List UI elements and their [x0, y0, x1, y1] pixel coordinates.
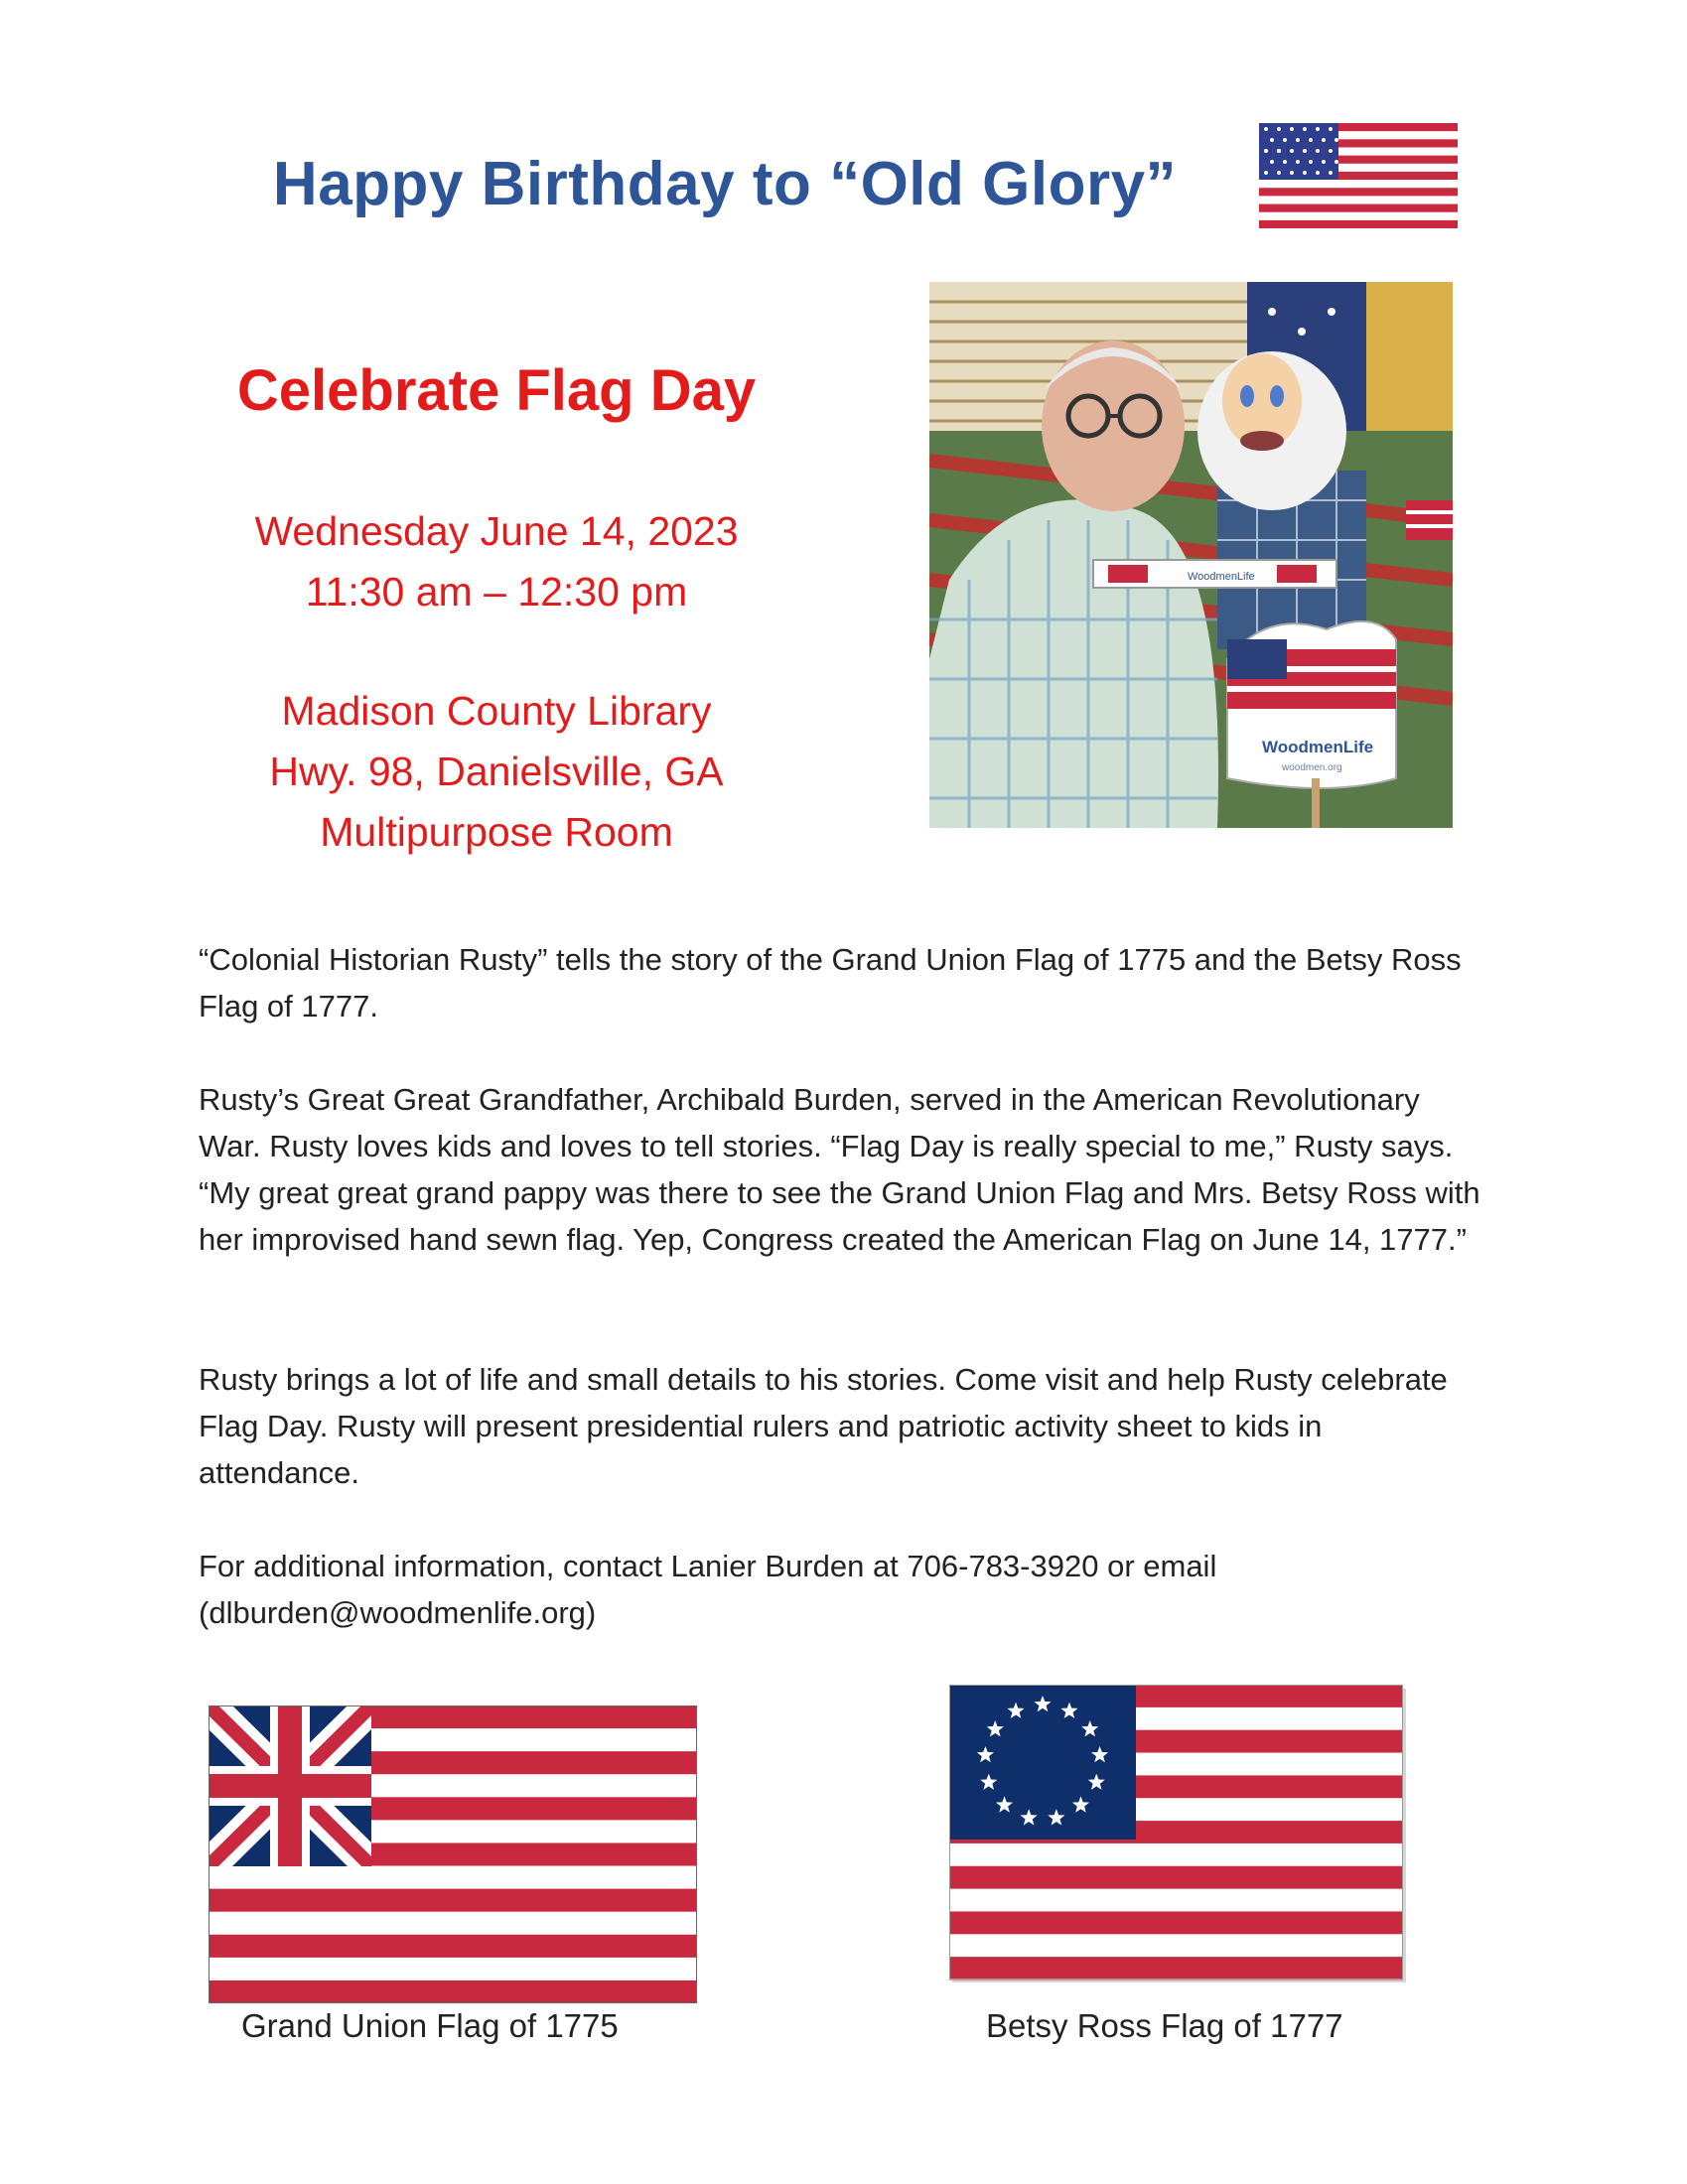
body-paragraph-contact: For additional information, contact Lanier Burden at 706-783-3920 or email (dlburden@woodmenlife.org) [199, 1549, 1217, 1630]
event-date: Wednesday June 14, 2023 [254, 508, 739, 554]
page-title: Happy Birthday to “Old Glory” [272, 150, 1178, 218]
betsy-ross-flag [949, 1685, 1406, 1982]
event-venue: Madison County Library [281, 688, 712, 734]
body-paragraph-rusty-story: Rusty’s Great Great Grandfather, Archibald Burden, served in the American Revolutionary War. Rusty loves kids and loves to tell stories. “Flag Day is really special to me,” Rusty says. “My great great grand pappy was there to see the Grand Union Flag and Mrs. Betsy Ross with her improvised hand sewn flag. Yep, Congress created the American Flag on June 14, 1777.” [199, 1082, 1480, 1257]
svg-text:WoodmenLife: WoodmenLife [1188, 571, 1255, 583]
body-paragraph-intro: “Colonial Historian Rusty” tells the story of the Grand Union Flag of 1775 and the Betsy Ross Flag of 1777. [199, 942, 1462, 1024]
event-room: Multipurpose Room [320, 809, 673, 855]
us-flag-icon [1259, 123, 1458, 228]
event-time: 11:30 am – 12:30 pm [305, 569, 688, 614]
betsy-ross-caption: Betsy Ross Flag of 1777 [986, 2007, 1343, 2044]
grand-union-caption: Grand Union Flag of 1775 [241, 2007, 619, 2044]
event-address: Hwy. 98, Danielsville, GA [269, 749, 724, 794]
event-heading: Celebrate Flag Day [236, 358, 757, 423]
body-paragraph-visit: Rusty brings a lot of life and small details to his stories. Come visit and help Rusty celebrate Flag Day. Rusty will present presidential rulers and patriotic activity sheet to kids in attendance. [199, 1362, 1448, 1490]
man-with-puppet-photo [929, 282, 1453, 828]
photo-sign-text: WoodmenLife [1262, 738, 1374, 756]
grand-union-flag [209, 1706, 697, 2003]
photo-sign-url: woodmen.org [1282, 762, 1342, 773]
